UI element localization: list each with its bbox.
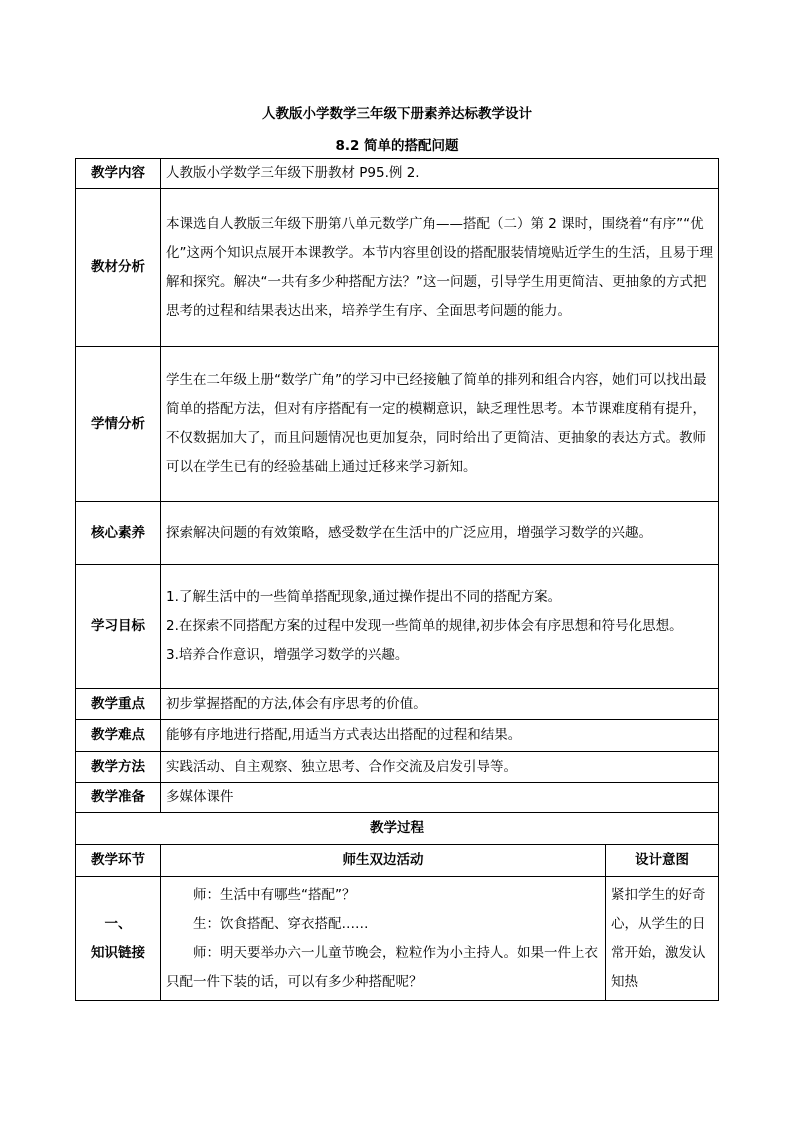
segment-cell [76, 877, 161, 1001]
activity-line: 师：生活中有哪些“搭配”？ [193, 886, 356, 903]
row-learning-goals [76, 565, 719, 689]
goal-item: 1.了解生活中的一些简单搭配现象,通过操作提出不同的搭配方案。 [166, 589, 562, 605]
process-row [76, 877, 719, 1001]
row-label: 学习目标 [76, 565, 161, 689]
process-title-row [76, 813, 719, 845]
intent-cell: 紧扣学生的好奇心，从学生的日常开始，激发认知热 [606, 877, 719, 1001]
row-label: 教学难点 [76, 720, 161, 752]
activities-cell [161, 877, 606, 1001]
row-key-point [76, 689, 719, 720]
row-method [76, 752, 719, 783]
goal-item: 2.在探索不同搭配方案的过程中发现一些简单的规律,初步体会有序思想和符号化思想。 [166, 618, 683, 634]
process-header-row [76, 845, 719, 877]
row-student-analysis [76, 347, 719, 502]
row-core-literacy [76, 502, 719, 565]
row-value: 学生在二年级上册“数学广角”的学习中已经接触了简单的排列和组合内容，她们可以找出最简单的搭配方法，但对有序搭配有一定的模糊意识，缺乏理性思考。本节课难度稍有提升，不仅数据加大了，而且问题情况也更加复杂，同时给出了更简洁、更抽象的表达方式。教师可以在学生已有的经验基础上通过迁移来学习新知。 [161, 347, 719, 502]
row-label: 教材分析 [76, 189, 161, 347]
document-title: 人教版小学数学三年级下册素养达标教学设计 [262, 106, 532, 122]
row-label: 教学重点 [76, 689, 161, 720]
header-intent: 设计意图 [606, 845, 719, 877]
row-preparation [76, 783, 719, 813]
row-label: 核心素养 [76, 502, 161, 565]
row-value: 探索解决问题的有效策略，感受数学在生活中的广泛应用，增强学习数学的兴趣。 [161, 502, 719, 565]
row-value: 能够有序地进行搭配,用适当方式表达出搭配的过程和结果。 [161, 720, 719, 752]
row-label: 学情分析 [76, 347, 161, 502]
row-value [161, 565, 719, 689]
process-title: 教学过程 [76, 813, 719, 845]
segment-number: 一、 [104, 915, 132, 932]
row-value: 本课选自人教版三年级下册第八单元数学广角——搭配（二）第 2 课时，围绕着“有序”“优化”这两个知识点展开本课教学。本节内容里创设的搭配服装情境贴近学生的生活，且易于理解和探究。解决“一共有多少种搭配方法？”这一问题，引导学生用更简洁、更抽象的方式把思考的过程和结果表达出来，培养学生有序、全面思考问题的能力。 [161, 189, 719, 347]
document-subtitle: 8.2 简单的搭配问题 [335, 138, 459, 154]
header-segment: 教学环节 [76, 845, 161, 877]
row-value: 初步掌握搭配的方法,体会有序思考的价值。 [161, 689, 719, 720]
row-value: 人教版小学数学三年级下册教材 P95.例 2. [161, 159, 719, 189]
row-label: 教学内容 [76, 159, 161, 189]
row-material-analysis [76, 189, 719, 347]
activity-line: 师：明天要举办六一儿童节晚会，粒粒作为小主持人。如果一件上衣只配一件下装的话，可以有多少种搭配呢？ [166, 944, 598, 990]
row-label: 教学准备 [76, 783, 161, 813]
row-value: 实践活动、自主观察、独立思考、合作交流及启发引导等。 [161, 752, 719, 783]
goal-item: 3.培养合作意识，增强学习数学的兴趣。 [166, 647, 409, 663]
activity-line: 生：饮食搭配、穿衣搭配…… [193, 915, 369, 932]
row-content [76, 159, 719, 189]
lesson-plan-table [75, 158, 719, 1001]
row-value: 多媒体课件 [161, 783, 719, 813]
row-label: 教学方法 [76, 752, 161, 783]
segment-name: 知识链接 [91, 944, 145, 961]
header-activities: 师生双边活动 [161, 845, 606, 877]
row-difficulty [76, 720, 719, 752]
